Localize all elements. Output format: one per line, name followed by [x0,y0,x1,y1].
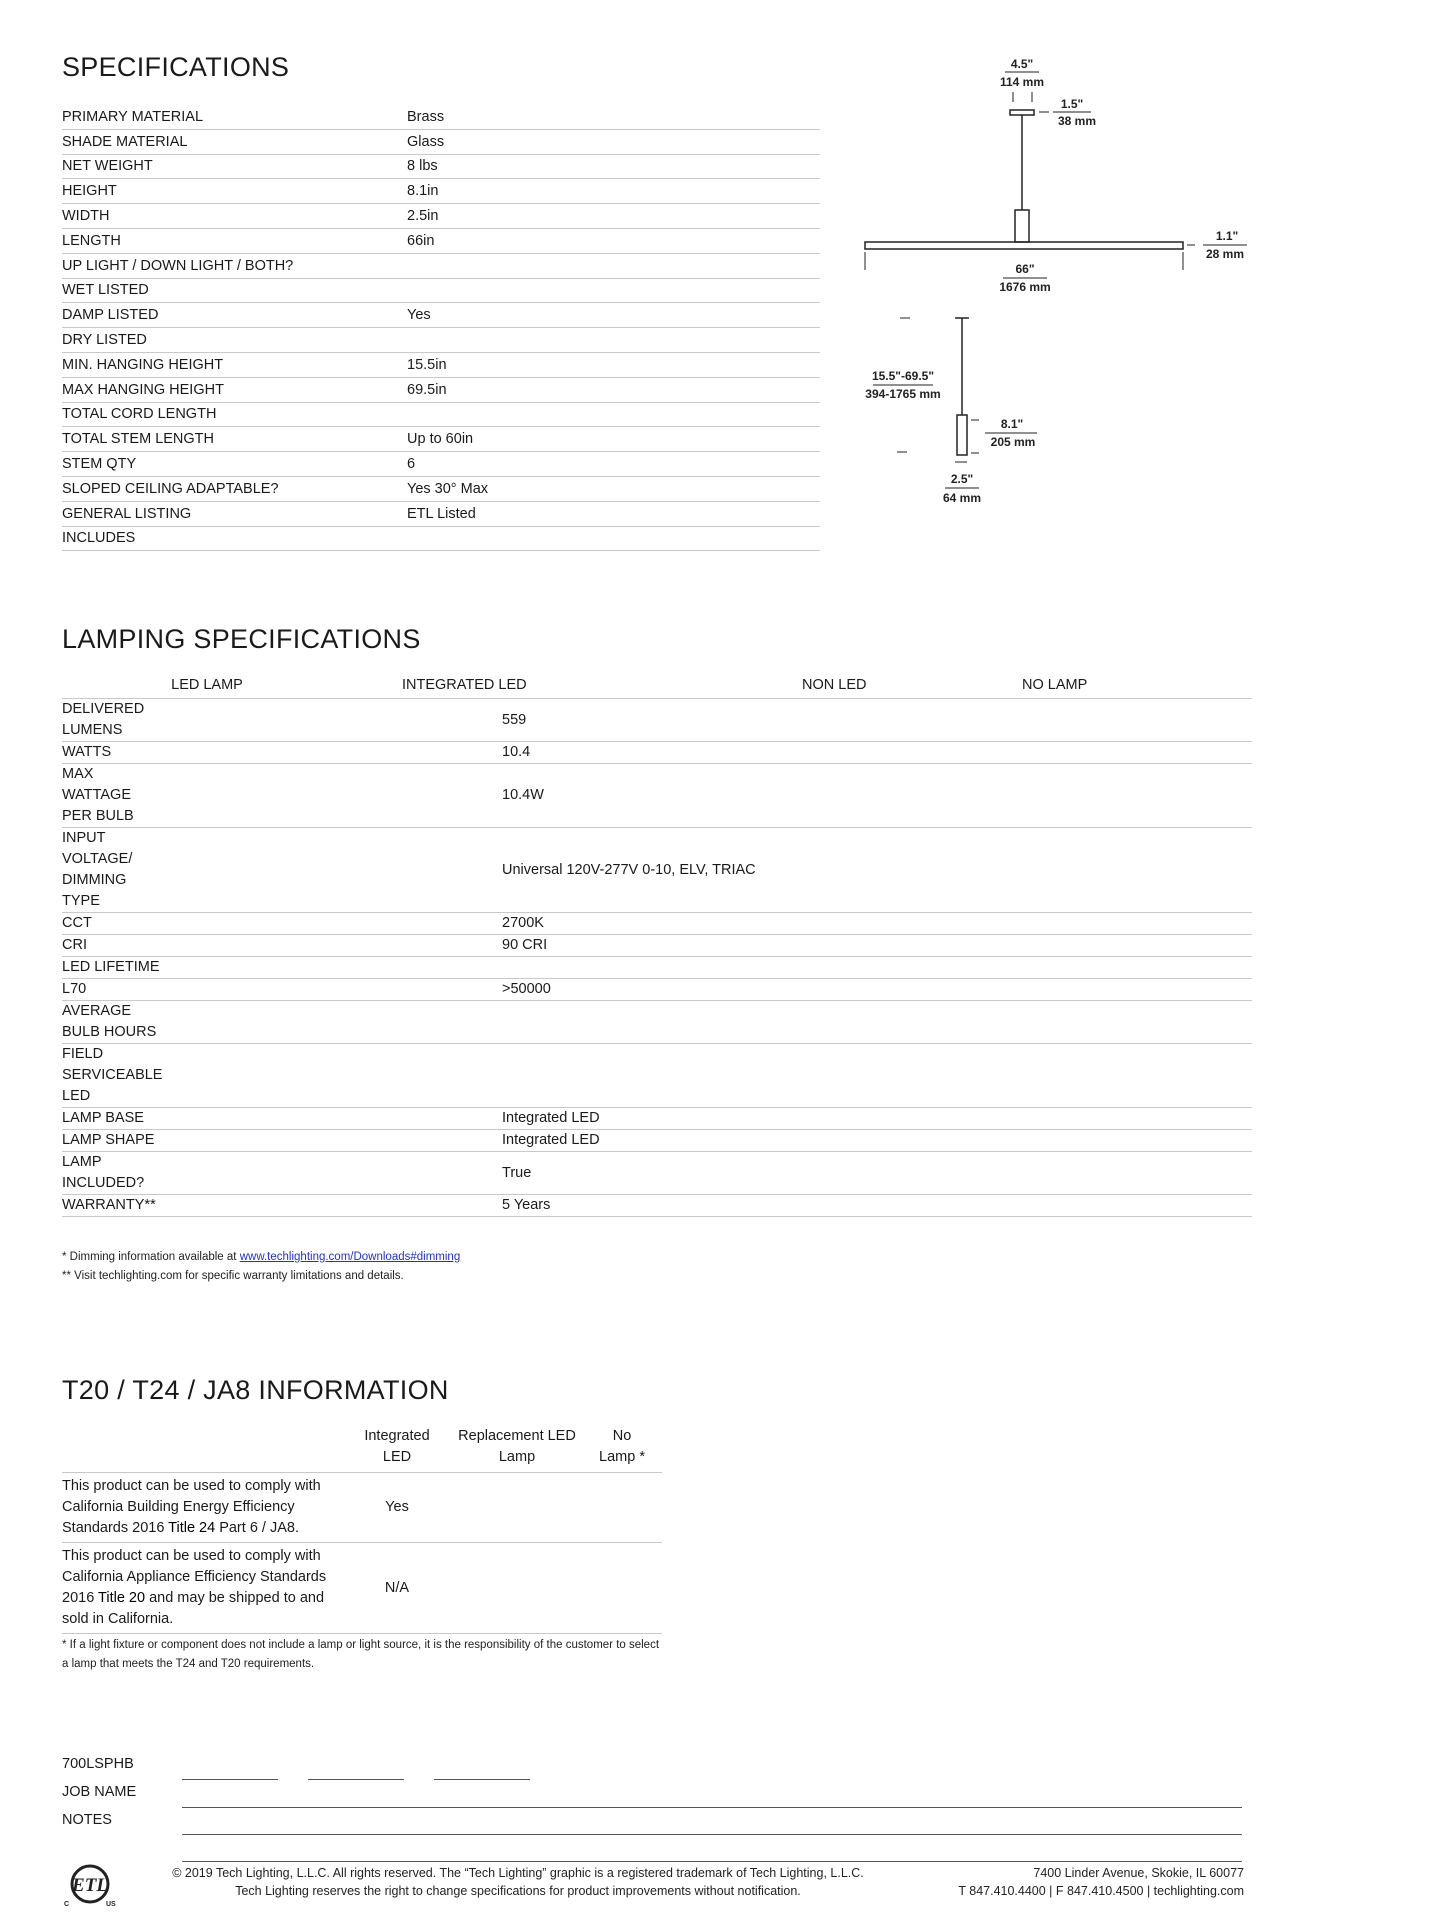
t20-title-ref: Title 20 [98,1590,146,1606]
lamping-header-non-led: NON LED [802,672,1022,699]
lamping-row [62,828,1252,913]
lamping-label: LAMP SHAPE [62,1130,352,1152]
spec-label: DAMP LISTED [62,303,407,328]
lamping-header-no-lamp: NO LAMP [1022,672,1252,699]
lamping-row [62,957,1252,979]
spec-row [62,278,820,303]
spec-value [407,253,820,278]
t20-header-no-lamp: No Lamp * [582,1424,662,1473]
canopy-width-mm-label: 114 mm [999,75,1045,89]
canopy-width-label: 4.5" [1010,57,1034,71]
spec-label: UP LIGHT / DOWN LIGHT / BOTH? [62,253,407,278]
lamping-label: WARRANTY** [62,1195,352,1217]
lamping-label: LED LIFETIME [62,957,352,979]
lamping-table [62,672,1252,1217]
lamping-value [352,1001,1252,1044]
t20-text-a: This product can be used to comply with California Appliance Efficiency Standards 2016 [62,1548,327,1606]
lamping-label: WATTS [62,742,352,764]
model-number: 700LSPHB [62,1756,134,1772]
spec-label: TOTAL STEM LENGTH [62,427,407,452]
bar-shape [865,242,1183,249]
lamping-label: LAMP INCLUDED? [62,1152,352,1195]
lamping-row [62,1044,1252,1108]
job-name-label: JOB NAME [62,1784,137,1800]
lamping-label: LAMP BASE [62,1108,352,1130]
spec-label: INCLUDES [62,526,407,551]
length-label: 66" [1015,262,1035,276]
canopy-height-mm-label: 38 mm [1057,114,1097,128]
pendant-height-mm-label: 205 mm [990,435,1036,449]
canopy-height-label: 1.5" [1060,97,1084,111]
lamping-value: 90 CRI [352,935,1252,957]
bar-height-label: 1.1" [1215,229,1239,243]
spec-value: Yes [407,303,820,328]
footer-address: 7400 Linder Avenue, Skokie, IL 60077 [1033,1866,1244,1880]
svg-text:US: US [106,1901,116,1908]
spec-value: 66in [407,228,820,253]
spec-label: NET WEIGHT [62,154,407,179]
spec-value [407,278,820,303]
pendant-width-mm-label: 64 mm [942,491,982,505]
spec-value: Up to 60in [407,427,820,452]
pendant-width-label: 2.5" [950,472,974,486]
spec-row [62,179,820,204]
lamping-label: INPUT VOLTAGE/ DIMMING TYPE [62,828,352,913]
spec-value: Brass [407,105,820,129]
footer-reserves: Tech Lighting reserves the right to change specifications for product improvements without notification. [235,1884,801,1898]
t20-text-a: This product can be used to comply with California Building Energy Efficiency Standards 2016 [62,1478,321,1536]
spec-row [62,253,820,278]
lamping-row [62,742,1252,764]
t20-row [62,1473,662,1543]
lamping-row [62,1001,1252,1044]
lamping-value: Universal 120V-277V 0-10, ELV, TRIAC [352,828,1252,913]
t20-header-integrated: Integrated LED [342,1424,452,1473]
lamping-row [62,935,1252,957]
lamping-label: AVERAGE BULB HOURS [62,1001,352,1044]
spec-row [62,105,820,129]
spec-label: LENGTH [62,228,407,253]
lamping-value: Integrated LED [352,1108,1252,1130]
spec-row [62,328,820,353]
spec-row [62,228,820,253]
notes-label: NOTES [62,1812,112,1828]
hanging-range-mm-label: 394-1765 mm [865,387,941,401]
lamping-row [62,1108,1252,1130]
lamping-value: Integrated LED [352,1130,1252,1152]
spec-label: MAX HANGING HEIGHT [62,377,407,402]
lamping-label: CRI [62,935,352,957]
spec-value [407,402,820,427]
svg-text:ETL: ETL [72,1875,108,1896]
lamping-row [62,1195,1252,1217]
spec-value: 15.5in [407,352,820,377]
specifications-table [62,105,820,551]
dimming-note [62,1251,460,1263]
spec-label: GENERAL LISTING [62,501,407,526]
t20-table [62,1424,662,1634]
spec-row [62,129,820,154]
spec-value: 8.1in [407,179,820,204]
model-blank-3[interactable] [434,1779,530,1780]
t20-value: N/A [342,1543,452,1634]
spec-label: WET LISTED [62,278,407,303]
spec-row [62,476,820,501]
spec-label: SHADE MATERIAL [62,129,407,154]
lamping-row [62,764,1252,828]
lamping-label: L70 [62,979,352,1001]
spec-label: HEIGHT [62,179,407,204]
lamping-title: LAMPING SPECIFICATIONS [62,624,421,654]
spec-row [62,154,820,179]
svg-text:C: C [64,1901,70,1908]
lamping-header-led-lamp: LED LAMP [62,672,352,699]
fixture-dimension-drawing [855,50,1275,520]
spec-row [62,427,820,452]
spec-label: PRIMARY MATERIAL [62,105,407,129]
spec-row [62,204,820,229]
spec-value: 2.5in [407,204,820,229]
spec-row [62,377,820,402]
spec-value: Yes 30° Max [407,476,820,501]
model-blank-1[interactable] [182,1779,278,1780]
notes-line-2[interactable] [182,1861,1242,1862]
spec-row [62,352,820,377]
t20-value: Yes [342,1473,452,1543]
spec-label: STEM QTY [62,452,407,477]
spec-value [407,526,820,551]
notes-line-1[interactable] [182,1834,1242,1835]
spec-row [62,501,820,526]
spec-value: ETL Listed [407,501,820,526]
etl-logo [62,1864,118,1908]
dimming-note-text: * Dimming information available at [62,1251,240,1263]
canopy-shape [1010,110,1034,115]
hanging-range-label: 15.5"-69.5" [871,369,935,383]
lamping-value: 10.4 [352,742,1252,764]
lamping-label: MAX WATTAGE PER BULB [62,764,352,828]
lamping-value: True [352,1152,1252,1195]
lamping-value [352,957,1252,979]
lamping-value [352,1044,1252,1108]
footer-contact: T 847.410.4400 | F 847.410.4500 | techlighting.com [958,1884,1244,1898]
t20-description [62,1543,342,1634]
lamping-value: 5 Years [352,1195,1252,1217]
lamping-row [62,913,1252,935]
lamping-row [62,1152,1252,1195]
t20-header-replacement: Replacement LED Lamp [452,1424,582,1473]
specifications-title: SPECIFICATIONS [62,52,290,82]
t20-title-ref: Title 24 [168,1520,216,1536]
spec-row [62,402,820,427]
lamping-value: 559 [352,699,1252,742]
lamping-row [62,699,1252,742]
t20-description [62,1473,342,1543]
lamping-value: >50000 [352,979,1252,1001]
lamping-label: CCT [62,913,352,935]
dimming-link[interactable]: www.techlighting.com/Downloads#dimming [239,1251,461,1263]
warranty-note: ** Visit techlighting.com for specific warranty limitations and details. [62,1270,404,1282]
t20-text-b: and may be shipped to and sold in California. [62,1590,325,1627]
lamping-label: DELIVERED LUMENS [62,699,352,742]
pendant-height-label: 8.1" [1000,417,1024,431]
bar-height-mm-label: 28 mm [1205,247,1245,261]
model-blank-2[interactable] [308,1779,404,1780]
spec-row [62,452,820,477]
t20-row [62,1543,662,1634]
spec-row [62,303,820,328]
spec-label: TOTAL CORD LENGTH [62,402,407,427]
lamping-row [62,979,1252,1001]
t20-text-b: Part 6 / JA8. [215,1520,299,1536]
spec-label: DRY LISTED [62,328,407,353]
spec-row [62,526,820,551]
t20-note: * If a light fixture or component does not include a lamp or light source, it is the responsibility of the customer to select a lamp that meets the T24 and T20 requirements. [62,1639,660,1670]
spec-value: 69.5in [407,377,820,402]
spec-value: Glass [407,129,820,154]
lamping-label: FIELD SERVICEABLE LED [62,1044,352,1108]
lamping-value: 2700K [352,913,1252,935]
spec-label: SLOPED CEILING ADAPTABLE? [62,476,407,501]
spec-value [407,328,820,353]
lamping-header-integrated-led: INTEGRATED LED [352,672,802,699]
spec-label: WIDTH [62,204,407,229]
footer-copyright: © 2019 Tech Lighting, L.L.C. All rights reserved. The “Tech Lighting” graphic is a registered trademark of Tech Lighting, L.L.C. [172,1866,864,1880]
t20-title: T20 / T24 / JA8 INFORMATION [62,1375,449,1405]
spec-value: 6 [407,452,820,477]
pendant-shape [957,415,967,455]
lamping-value: 10.4W [352,764,1252,828]
job-name-line[interactable] [182,1807,1242,1808]
length-mm-label: 1676 mm [999,280,1051,294]
spec-label: MIN. HANGING HEIGHT [62,352,407,377]
lamping-row [62,1130,1252,1152]
spec-value: 8 lbs [407,154,820,179]
